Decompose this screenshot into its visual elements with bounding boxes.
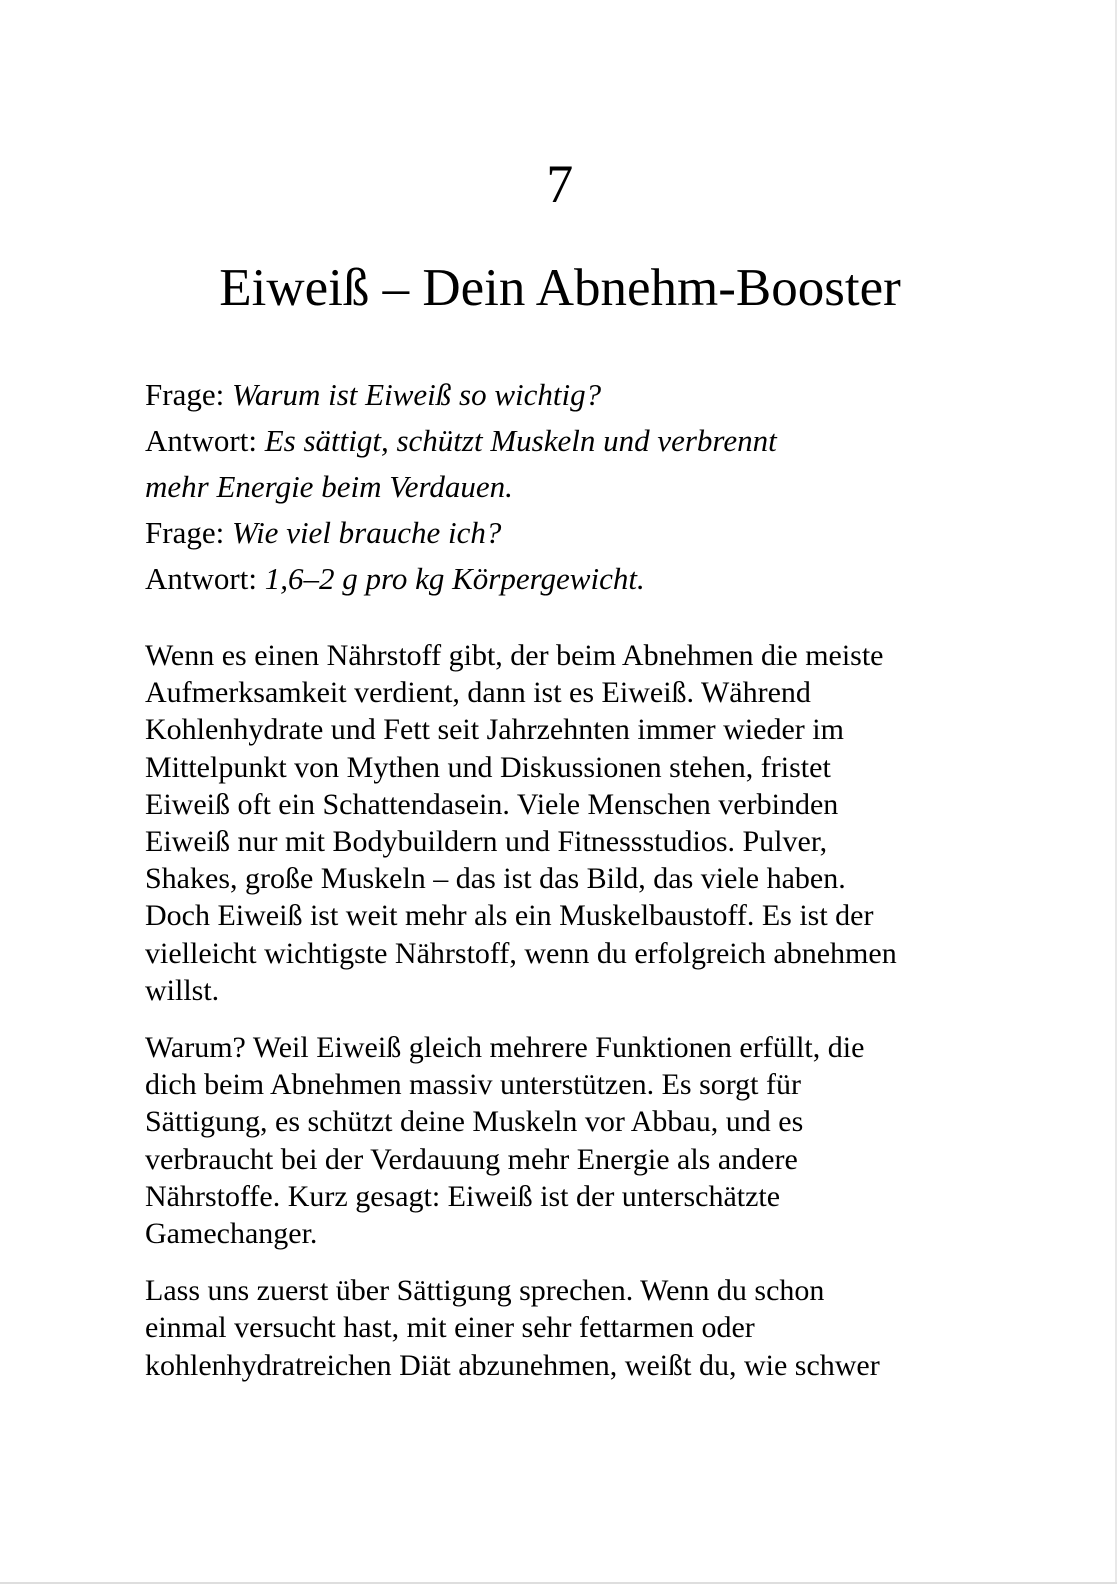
qa-line xyxy=(145,464,975,510)
chapter-number: 7 xyxy=(546,154,574,214)
text-line: Aufmerksamkeit verdient, dann ist es Eiweiß. Während xyxy=(145,676,811,710)
qa-text: Es sättigt, schützt Muskeln und verbrennt xyxy=(264,423,777,458)
text-line: vielleicht wichtigste Nährstoff, wenn du erfolgreich abnehmen xyxy=(145,936,897,970)
qa-label: Antwort: xyxy=(145,423,265,458)
text-line: dich beim Abnehmen massiv unterstützen. Es sorgt für xyxy=(145,1068,802,1102)
qa-line xyxy=(145,372,975,418)
text-line: Nährstoffe. Kurz gesagt: Eiweiß ist der unterschätzte xyxy=(145,1179,781,1213)
text-line: Eiweiß nur mit Bodybuildern und Fitnessstudios. Pulver, xyxy=(145,825,828,859)
paragraph-1 xyxy=(145,637,975,1009)
text-line: Wenn es einen Nährstoff gibt, der beim Abnehmen die meiste xyxy=(145,639,884,672)
chapter-title: Eiweiß – Dein Abnehm-Booster xyxy=(219,258,901,317)
text-line: Sättigung, es schützt deine Muskeln vor Abbau, und es xyxy=(145,1105,804,1139)
text-line: kohlenhydratreichen Diät abzunehmen, weißt du, wie schwer xyxy=(145,1348,880,1382)
qa-text: mehr Energie beim Verdauen. xyxy=(145,469,513,504)
text-line: Doch Eiweiß ist weit mehr als ein Muskelbaustoff. Es ist der xyxy=(145,899,874,933)
text-line: einmal versucht hast, mit einer sehr fettarmen oder xyxy=(145,1311,755,1345)
qa-text: Wie viel brauche ich? xyxy=(231,515,502,550)
text-line: Lass uns zuerst über Sättigung sprechen. Wenn du schon xyxy=(145,1274,825,1308)
paragraph-2 xyxy=(145,1029,975,1252)
body-text xyxy=(145,637,975,1384)
text-line: Eiweiß oft ein Schattendasein. Viele Menschen verbinden xyxy=(145,787,839,821)
text-line: Kohlenhydrate und Fett seit Jahrzehnten immer wieder im xyxy=(145,713,844,747)
text-line: Mittelpunkt von Mythen und Diskussionen stehen, fristet xyxy=(145,750,831,784)
qa-label: Antwort: xyxy=(145,561,265,596)
text-line: Gamechanger. xyxy=(145,1217,318,1251)
qa-label: Frage: xyxy=(145,515,232,550)
qa-label: Frage: xyxy=(145,377,232,412)
text-line: willst. xyxy=(145,973,220,1007)
qa-text: Warum ist Eiweiß so wichtig? xyxy=(231,377,602,412)
qa-line xyxy=(145,510,975,556)
question-answer-block xyxy=(145,372,975,602)
qa-line xyxy=(145,418,975,464)
paragraph-3 xyxy=(145,1272,975,1384)
qa-text: 1,6–2 g pro kg Körpergewicht. xyxy=(264,561,645,596)
text-line: verbraucht bei der Verdauung mehr Energie als andere xyxy=(145,1142,798,1176)
text-line: Warum? Weil Eiweiß gleich mehrere Funktionen erfüllt, die xyxy=(145,1031,865,1065)
text-line: Shakes, große Muskeln – das ist das Bild, das viele haben. xyxy=(145,862,846,896)
qa-line xyxy=(145,556,975,602)
